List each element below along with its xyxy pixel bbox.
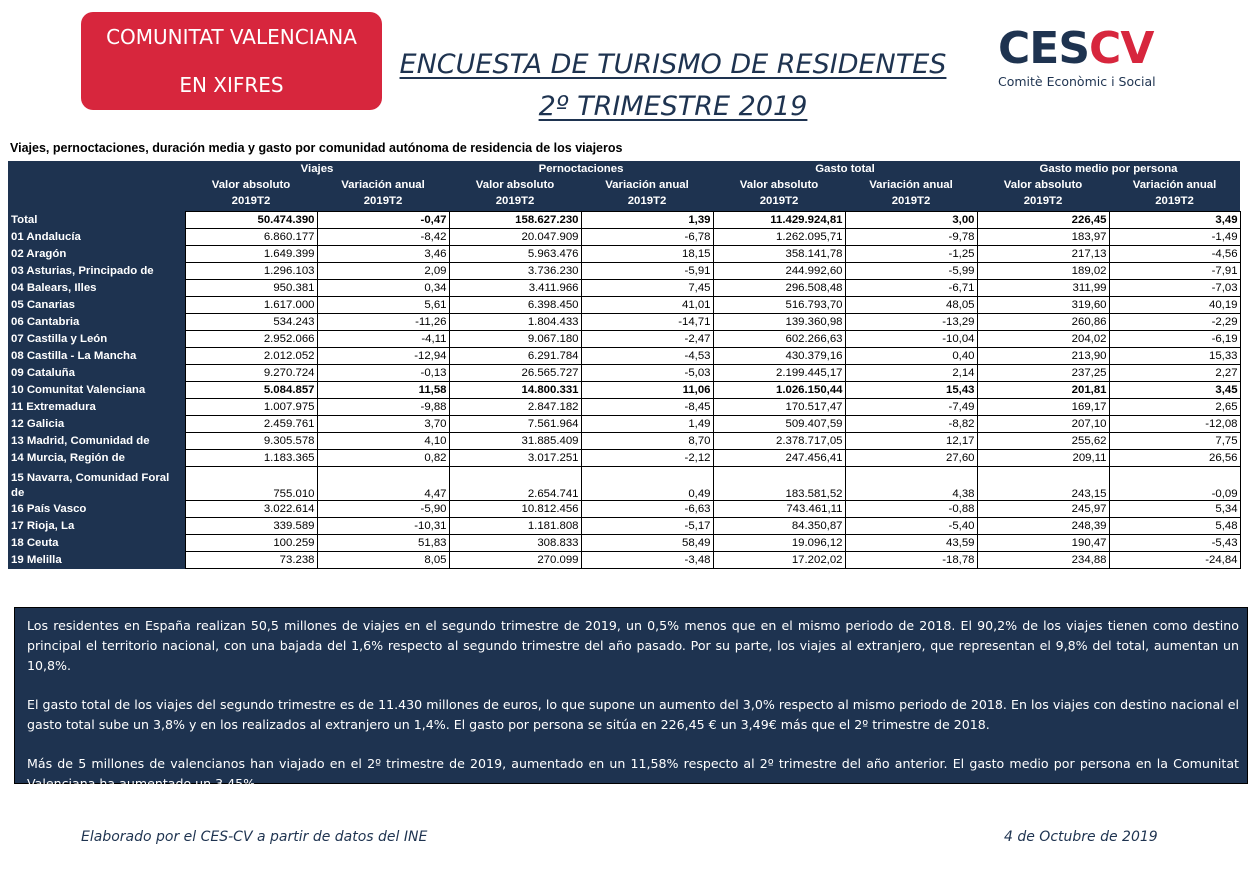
table-cell: 234,88 [977,552,1109,569]
table-cell: 2.459.761 [185,416,317,433]
subheader-period: 2019T2 [495,195,535,207]
table-cell: 3.736.230 [449,263,581,280]
table-cell: 2,14 [845,365,977,382]
subheader-label: Valor absoluto [475,179,555,191]
table-cell: 7.561.964 [449,416,581,433]
table-cell: 3,49 [1109,212,1240,229]
table-cell: -12,08 [1109,416,1240,433]
table-cell: 43,59 [845,535,977,552]
table-cell: 2,09 [317,263,449,280]
table-cell: 1.007.975 [185,399,317,416]
table-cell: 10.812.456 [449,501,581,518]
row-label: 15 Navarra, Comunidad Foral de [8,467,185,501]
table-cell: 516.793,70 [713,297,845,314]
table-cell: 40,19 [1109,297,1240,314]
table-row [8,450,1240,467]
table-cell: 3.017.251 [449,450,581,467]
table-cell: 183,97 [977,229,1109,246]
table-cell: -4,53 [581,348,713,365]
subheader-label: Variación anual [605,179,689,191]
row-label: 10 Comunitat Valenciana [8,382,185,399]
table-cell: 2.378.717,05 [713,433,845,450]
row-label: 11 Extremadura [8,399,185,416]
table-cell: -13,29 [845,314,977,331]
summary-paragraph-1: Los residentes en España realizan 50,5 millones de viajes en el segundo trimestre de 2019, un 0,5% menos que en el mismo periodo de 2018. El 90,2% de los viajes tienen como destino principal el territorio nacional, con una bajada del 1,6% respecto al segundo trimestre del año pasado. Por su parte, los viajes al extranjero, que representan el 9,8% del total, aumentan un 10,8%. [27,618,1239,673]
table-cell: -6,71 [845,280,977,297]
table-cell: 534.243 [185,314,317,331]
table-cell: 7,75 [1109,433,1240,450]
table-cell: 226,45 [977,212,1109,229]
table-cell: 509.407,59 [713,416,845,433]
table-cell: 4,47 [317,467,449,501]
table-cell: 31.885.409 [449,433,581,450]
table-cell: 15,33 [1109,348,1240,365]
table-cell: 183.581,52 [713,467,845,501]
table-cell: 14.800.331 [449,382,581,399]
row-label: 06 Cantabria [8,314,185,331]
table-cell: 4,10 [317,433,449,450]
table-cell: -8,42 [317,229,449,246]
table-cell: 0,40 [845,348,977,365]
table-cell: -2,47 [581,331,713,348]
table-cell: 9.067.180 [449,331,581,348]
table-cell: 170.517,47 [713,399,845,416]
subheader-period: 2019T2 [231,195,271,207]
table-cell: -6,19 [1109,331,1240,348]
table-row [8,246,1240,263]
table-cell: 84.350,87 [713,518,845,535]
corner-cell [8,161,185,177]
row-label: 18 Ceuta [8,535,185,552]
table-row [8,212,1240,229]
subheader-label: Variación anual [341,179,425,191]
table-cell: 755.010 [185,467,317,501]
table-cell: 2,65 [1109,399,1240,416]
page-title [386,44,960,128]
table-cell: 5,34 [1109,501,1240,518]
table-cell: 5,48 [1109,518,1240,535]
table-cell: -1,25 [845,246,977,263]
logo-cv: CV [1089,23,1154,74]
table-cell: 41,01 [581,297,713,314]
logo-ces: CES [998,23,1090,74]
table-cell: -9,78 [845,229,977,246]
table-cell: 3.411.966 [449,280,581,297]
table-cell: 58,49 [581,535,713,552]
row-label: 08 Castilla - La Mancha [8,348,185,365]
subheader-variacion-anual [317,177,449,212]
subheader-period: 2019T2 [1155,195,1194,207]
table-cell: 204,02 [977,331,1109,348]
logo-mark [998,24,1158,74]
table-cell: 2.199.445,17 [713,365,845,382]
table-cell: 6.398.450 [449,297,581,314]
table-row [8,331,1240,348]
table-cell: 6.291.784 [449,348,581,365]
table-row [8,552,1240,569]
table-cell: 5,61 [317,297,449,314]
subheader-valor-absoluto [185,177,317,212]
table-cell: 339.589 [185,518,317,535]
summary-paragraph-2: El gasto total de los viajes del segundo trimestre es de 11.430 millones de euros, lo que supone un aumento del 3,0% respecto al mismo periodo de 2018. En los viajes con destino nacional el gasto total sube un 3,8% y en los realizados al extranjero un 1,4%. El gasto por persona se sitúa en 226,45 € un 3,49€ más que el 2º trimestre de 2018. [27,697,1239,732]
table-cell: 213,90 [977,348,1109,365]
table-row [8,229,1240,246]
table-cell: 311,99 [977,280,1109,297]
table-cell: 2.952.066 [185,331,317,348]
table-cell: 8,70 [581,433,713,450]
table-row [8,535,1240,552]
row-label: 14 Murcia, Región de [8,450,185,467]
table-cell: 1.026.150,44 [713,382,845,399]
table-cell: 51,83 [317,535,449,552]
table-cell: 247.456,41 [713,450,845,467]
table-cell: 1,49 [581,416,713,433]
row-label: 17 Rioja, La [8,518,185,535]
table-cell: 2,27 [1109,365,1240,382]
title-line-1: ENCUESTA DE TURISMO DE RESIDENTES [399,49,947,80]
table-cell: 0,34 [317,280,449,297]
subheader-variacion-anual [581,177,713,212]
table-cell: 5.084.857 [185,382,317,399]
table-cell: -4,11 [317,331,449,348]
table-cell: -5,03 [581,365,713,382]
table-cell: 9.305.578 [185,433,317,450]
table-cell: 3,00 [845,212,977,229]
table-row [8,263,1240,280]
table-cell: -5,43 [1109,535,1240,552]
table-cell: 1.181.808 [449,518,581,535]
table-cell: 7,45 [581,280,713,297]
table-cell: -6,78 [581,229,713,246]
table-cell: -8,82 [845,416,977,433]
table-cell: 4,38 [845,467,977,501]
subheader-label: Valor absoluto [739,179,819,191]
table-cell: 201,81 [977,382,1109,399]
table-cell: 1,39 [581,212,713,229]
row-label: 03 Asturias, Principado de [8,263,185,280]
table-cell: 5.963.476 [449,246,581,263]
table-cell: 319,60 [977,297,1109,314]
logo-subtitle: Comitè Econòmic i Social [998,74,1156,89]
table-cell: 11.429.924,81 [713,212,845,229]
table-cell: -0,47 [317,212,449,229]
table-cell: 3,70 [317,416,449,433]
table-row [8,280,1240,297]
subheader-period: 2019T2 [1023,195,1063,207]
table-cell: 3,45 [1109,382,1240,399]
table-cell: -24,84 [1109,552,1240,569]
table-cell: 0,82 [317,450,449,467]
table-cell: 237,25 [977,365,1109,382]
table-caption: Viajes, pernoctaciones, duración media y gasto por comunidad autónoma de residencia de los viajeros [10,141,623,155]
table-row [8,416,1240,433]
subheader-valor-absoluto [449,177,581,212]
table-cell: -8,45 [581,399,713,416]
table-cell: 15,43 [845,382,977,399]
badge-line-1: COMUNITAT VALENCIANA [106,25,357,49]
table-cell: 743.461,11 [713,501,845,518]
table-cell: 2.847.182 [449,399,581,416]
table-cell: -14,71 [581,314,713,331]
table-cell: 100.259 [185,535,317,552]
table-cell: -5,17 [581,518,713,535]
table-cell: 248,39 [977,518,1109,535]
table-cell: 2.012.052 [185,348,317,365]
table-cell: 3,46 [317,246,449,263]
table-cell: 1.262.095,71 [713,229,845,246]
table-cell: 2.654.741 [449,467,581,501]
title-line-2: 2º TRIMESTRE 2019 [538,91,808,122]
table-cell: -0,09 [1109,467,1240,501]
group-viajes: Viajes [185,161,449,177]
table-cell: -7,91 [1109,263,1240,280]
table-cell: -18,78 [845,552,977,569]
group-pernoctaciones: Pernoctaciones [449,161,713,177]
table-cell: 1.804.433 [449,314,581,331]
table-cell: -11,26 [317,314,449,331]
subheader-period: 2019T2 [627,195,667,207]
table-cell: 358.141,78 [713,246,845,263]
row-label: 01 Andalucía [8,229,185,246]
table-cell: 20.047.909 [449,229,581,246]
table-cell: 11,58 [317,382,449,399]
table-cell: 6.860.177 [185,229,317,246]
table-cell: 1.183.365 [185,450,317,467]
row-label: 09 Cataluña [8,365,185,382]
row-label: Total [8,212,185,229]
subheader-variacion-anual [845,177,977,212]
table-cell: 26,56 [1109,450,1240,467]
table-cell: 12,17 [845,433,977,450]
table-cell: 270.099 [449,552,581,569]
table-row [8,314,1240,331]
table-cell: -5,99 [845,263,977,280]
table-cell: 217,13 [977,246,1109,263]
table-cell: 296.508,48 [713,280,845,297]
subheader-label: Variación anual [1132,179,1217,191]
region-badge [81,12,382,110]
table-cell: -0,88 [845,501,977,518]
corner-cell-2 [8,177,185,212]
table-cell: 169,17 [977,399,1109,416]
row-label: 19 Melilla [8,552,185,569]
table-cell: 158.627.230 [449,212,581,229]
subheader-valor-absoluto [713,177,845,212]
subheader-period: 2019T2 [363,195,403,207]
table-cell: -7,03 [1109,280,1240,297]
table-row [8,348,1240,365]
table-cell: 209,11 [977,450,1109,467]
tourism-table [8,161,1241,569]
table-cell: 602.266,63 [713,331,845,348]
subheader-label: Valor absoluto [211,179,291,191]
table-cell: 48,05 [845,297,977,314]
summary-paragraph-3: Más de 5 millones de valencianos han viajado en el 2º trimestre de 2019, aumentado en un 11,58% respecto al 2º trimestre del año anterior. El gasto medio por persona en la Comunitat Valenciana ha aumentado un 3,45%. [27,756,1239,791]
subheader-valor-absoluto [977,177,1109,212]
table-cell: 50.474.390 [185,212,317,229]
table-row [8,399,1240,416]
table-cell: 27,60 [845,450,977,467]
table-cell: 26.565.727 [449,365,581,382]
table-cell: 3.022.614 [185,501,317,518]
row-label: 07 Castilla y León [8,331,185,348]
table-cell: 190,47 [977,535,1109,552]
table-cell: -1,49 [1109,229,1240,246]
table-row [8,518,1240,535]
badge-line-2: EN XIFRES [179,73,284,97]
table-cell: -0,13 [317,365,449,382]
table-cell: 260,86 [977,314,1109,331]
table-row [8,365,1240,382]
table-cell: -5,90 [317,501,449,518]
table-cell: -2,12 [581,450,713,467]
table-cell: 1.296.103 [185,263,317,280]
subheader-period: 2019T2 [891,195,931,207]
summary-box [14,607,1248,791]
table-cell: 1.649.399 [185,246,317,263]
table-cell: -12,94 [317,348,449,365]
footer-date: 4 de Octubre de 2019 [1004,829,1158,845]
group-gasto-medio: Gasto medio por persona [977,161,1240,177]
row-label: 05 Canarias [8,297,185,314]
table-cell: -10,04 [845,331,977,348]
row-label: 04 Balears, Illes [8,280,185,297]
table-cell: 139.360,98 [713,314,845,331]
table-cell: 8,05 [317,552,449,569]
table-cell: 308.833 [449,535,581,552]
table-cell: 11,06 [581,382,713,399]
table-cell: 950.381 [185,280,317,297]
footer-source: Elaborado por el CES-CV a partir de datos del INE [81,829,428,845]
table-cell: 9.270.724 [185,365,317,382]
table-cell: -3,48 [581,552,713,569]
table-cell: 245,97 [977,501,1109,518]
table-row [8,501,1240,518]
table-cell: -6,63 [581,501,713,518]
cescv-logo [998,24,1158,94]
table-cell: 18,15 [581,246,713,263]
subheader-label: Variación anual [869,179,953,191]
group-gasto-total: Gasto total [713,161,977,177]
table-row [8,467,1240,501]
row-label: 12 Galicia [8,416,185,433]
table-row [8,433,1240,450]
table-cell: 243,15 [977,467,1109,501]
table-cell: -7,49 [845,399,977,416]
table-cell: -4,56 [1109,246,1240,263]
row-label: 02 Aragón [8,246,185,263]
table-row [8,382,1240,399]
table-row [8,297,1240,314]
table-cell: 0,49 [581,467,713,501]
subheader-label: Valor absoluto [1003,179,1083,191]
table-cell: 255,62 [977,433,1109,450]
table-cell: -5,91 [581,263,713,280]
table-cell: -2,29 [1109,314,1240,331]
subheader-variacion-anual [1109,177,1240,212]
table-cell: 17.202,02 [713,552,845,569]
table-cell: 244.992,60 [713,263,845,280]
table-cell: 73.238 [185,552,317,569]
table-cell: -5,40 [845,518,977,535]
table-cell: -9,88 [317,399,449,416]
table-cell: -10,31 [317,518,449,535]
table-cell: 189,02 [977,263,1109,280]
table-cell: 430.379,16 [713,348,845,365]
table-cell: 207,10 [977,416,1109,433]
table-cell: 1.617.000 [185,297,317,314]
row-label: 16 País Vasco [8,501,185,518]
table-cell: 19.096,12 [713,535,845,552]
subheader-period: 2019T2 [759,195,799,207]
row-label: 13 Madrid, Comunidad de [8,433,185,450]
